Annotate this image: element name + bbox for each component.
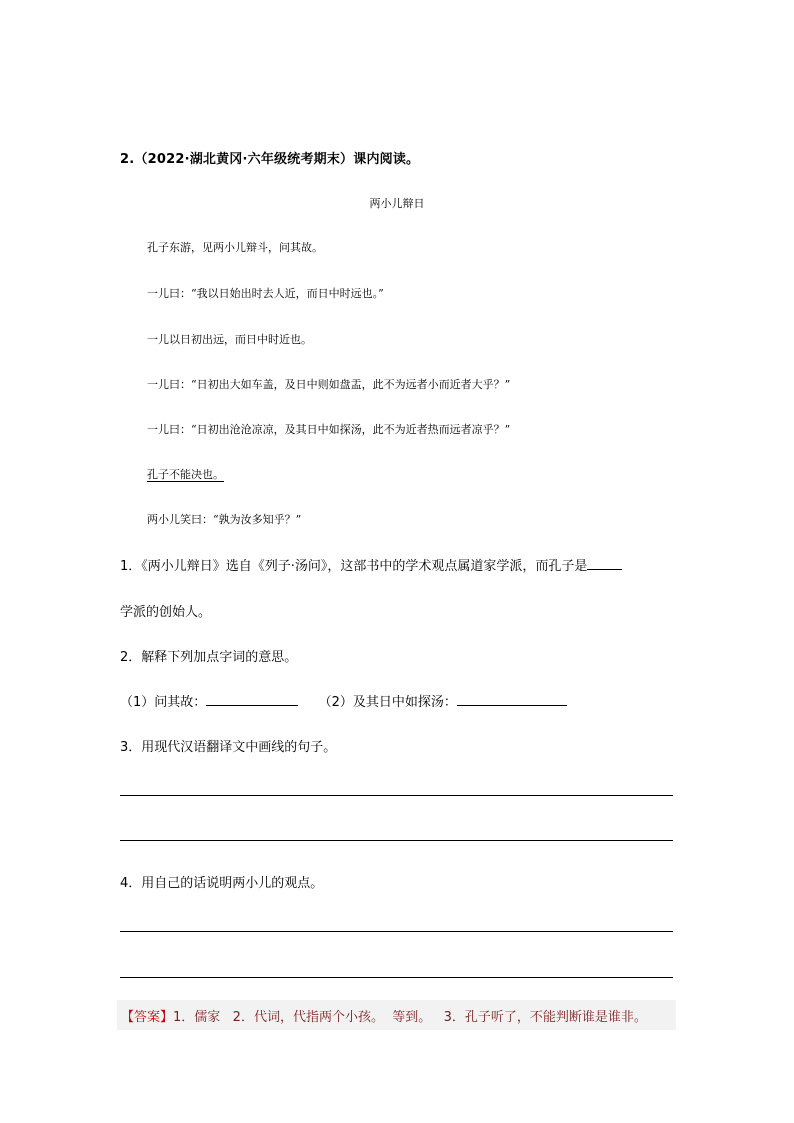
- answer-blank[interactable]: [457, 691, 567, 706]
- passage-title: 两小儿辩日: [369, 197, 425, 210]
- passage-line: 一儿曰：“我以日始出时去人近，而日中时远也。”: [147, 287, 384, 300]
- subquestion-1-text: 1．《两小儿辩日》选自《列子·汤问》，这部书中的学术观点属道家学派，而孔子是: [120, 559, 588, 574]
- answer-box: [117, 1000, 676, 1030]
- answer-blank[interactable]: [587, 555, 622, 570]
- passage-line: 两小儿笑曰：“孰为汝多知乎？”: [147, 513, 302, 526]
- passage-line: 孔子东游，见两小儿辩斗，问其故。: [147, 241, 323, 254]
- subquestion-2-items: [120, 691, 567, 710]
- question-header: 2.（2022·湖北黄冈·六年级统考期末）课内阅读。: [120, 152, 420, 167]
- subquestion-1-continued: 学派的创始人。: [120, 605, 212, 620]
- subquestion-4: 4．用自己的话说明两小儿的观点。: [120, 876, 324, 891]
- subquestion-2b-label: （2）及其日中如探汤：: [318, 695, 457, 710]
- answer-line[interactable]: [120, 795, 673, 796]
- answer-label: 【答案】: [121, 1009, 174, 1025]
- passage-line: 一儿曰：“日初出大如车盖，及日中则如盘盂，此不为远者小而近者大乎？”: [147, 378, 511, 391]
- passage-line: 一儿以日初出远，而日中时近也。: [147, 333, 312, 346]
- answer-line[interactable]: [120, 840, 673, 841]
- passage-line: 一儿曰：“日初出沧沧凉凉，及其日中如探汤，此不为近者热而远者凉乎？”: [147, 423, 511, 436]
- answer-blank[interactable]: [206, 691, 298, 706]
- answer-line[interactable]: [120, 931, 673, 932]
- passage-line-underlined: 孔子不能决也。: [147, 468, 224, 481]
- subquestion-2: 2．解释下列加点字词的意思。: [120, 650, 298, 665]
- subquestion-1: [120, 555, 622, 574]
- subquestion-3: 3．用现代汉语翻译文中画线的句子。: [120, 740, 337, 755]
- subquestion-2a-label: （1）问其故：: [120, 695, 207, 710]
- answer-text: 1．儒家 2．代词，代指两个小孩。 等到。 3．孔子听了，不能判断谁是谁非。: [173, 1009, 647, 1025]
- answer-line[interactable]: [120, 977, 673, 978]
